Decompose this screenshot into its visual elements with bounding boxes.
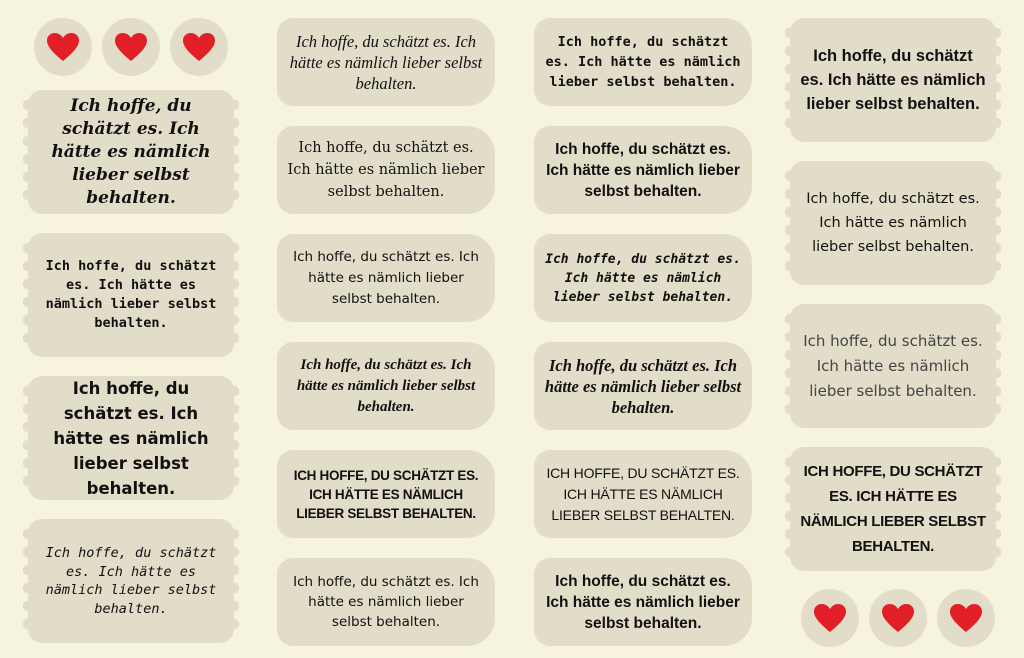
heart-sticker [102, 18, 160, 76]
label-text: Ich hoffe, du schätzt es. Ich hätte es nämlich lieber selbst behalten. [289, 31, 483, 93]
heart-icon [182, 32, 216, 62]
label-text: Ich hoffe, du schätzt es. Ich hätte es nämlich lieber selbst behalten. [800, 47, 986, 113]
gift-label-serif-italic [277, 18, 495, 106]
gift-label-caps-condensed [790, 447, 996, 571]
gift-label-handwritten [277, 558, 495, 646]
gift-label-display [534, 18, 752, 106]
heart-sticker [34, 18, 92, 76]
label-text: Ich hoffe, du schätzt es. Ich hätte es nämlich lieber selbst behalten. [803, 331, 983, 400]
gift-label-sans [277, 234, 495, 322]
gift-label-sans-bold-2 [534, 558, 752, 646]
gift-label-mono-italic [28, 519, 234, 643]
label-text: Ich hoffe, du schätzt es. Ich hätte es nämlich lieber selbst behalten. [293, 574, 479, 630]
label-text: ICH HOFFE, DU SCHÄTZT ES. ICH HÄTTE ES NÄMLICH LIEBER SELBST BEHALTEN. [800, 463, 986, 555]
label-text: Ich hoffe, du schätzt es. Ich hätte es nämlich lieber selbst behalten. [45, 545, 217, 617]
label-text: Ich hoffe, du schätzt es. Ich hätte es nämlich lieber selbst behalten. [545, 251, 741, 305]
gift-label-caps [534, 450, 752, 538]
gift-label-sans-bold-large [790, 18, 996, 142]
heart-sticker [869, 589, 927, 647]
gift-label-serif [277, 126, 495, 214]
heart-sticker [801, 589, 859, 647]
label-text: Ich hoffe, du schätzt es. Ich hätte es nämlich lieber selbst behalten. [546, 572, 740, 632]
label-text: Ich hoffe, du schätzt es. Ich hätte es nämlich lieber selbst behalten. [546, 140, 740, 200]
heart-icon [114, 32, 148, 62]
label-text: Ich hoffe, du schätzt es. Ich hätte es nämlich lieber selbst behalten. [544, 355, 742, 417]
heart-icon [881, 603, 915, 633]
gift-label-gothic [534, 342, 752, 430]
label-text: Ich hoffe, du schätzt es. Ich hätte es nämlich lieber selbst behalten. [806, 191, 980, 255]
label-text: ICH HOFFE, DU SCHÄTZT ES. ICH HÄTTE ES NÄMLICH LIEBER SELBST BEHALTEN. [293, 467, 479, 521]
heart-icon [813, 603, 847, 633]
label-text: Ich hoffe, du schätzt es. Ich hätte es nämlich lieber selbst behalten. [545, 34, 741, 90]
label-text: ICH HOFFE, DU SCHÄTZT ES. ICH HÄTTE ES NÄMLICH LIEBER SELBST BEHALTEN. [546, 464, 740, 523]
heart-icon [46, 32, 80, 62]
gift-label-light [790, 304, 996, 428]
gift-label-mono-bold-italic [534, 234, 752, 322]
gift-label-bold [28, 376, 234, 500]
gift-label-sans-regular [790, 161, 996, 285]
gift-label-sans-bold [534, 126, 752, 214]
gift-label-caps-bold [277, 450, 495, 538]
label-text: Ich hoffe, du schätzt es. Ich hätte es nämlich lieber selbst behalten. [293, 248, 479, 307]
label-text: Ich hoffe, du schätzt es. Ich hätte es nämlich lieber selbst behalten. [287, 140, 485, 200]
gift-label-script [28, 90, 234, 214]
label-text: Ich hoffe, du schätzt es. Ich hätte es nämlich lieber selbst behalten. [296, 356, 476, 415]
heart-icon [949, 603, 983, 633]
gift-label-italic-bold [277, 342, 495, 430]
label-text: Ich hoffe, du schätzt es. Ich hätte es nämlich lieber selbst behalten. [53, 378, 209, 498]
label-text: Ich hoffe, du schätzt es. Ich hätte es nämlich lieber selbst behalten. [51, 95, 211, 208]
heart-sticker [937, 589, 995, 647]
label-text: Ich hoffe, du schätzt es. Ich hätte es nämlich lieber selbst behalten. [45, 258, 217, 331]
heart-sticker [170, 18, 228, 76]
gift-label-mono [28, 233, 234, 357]
